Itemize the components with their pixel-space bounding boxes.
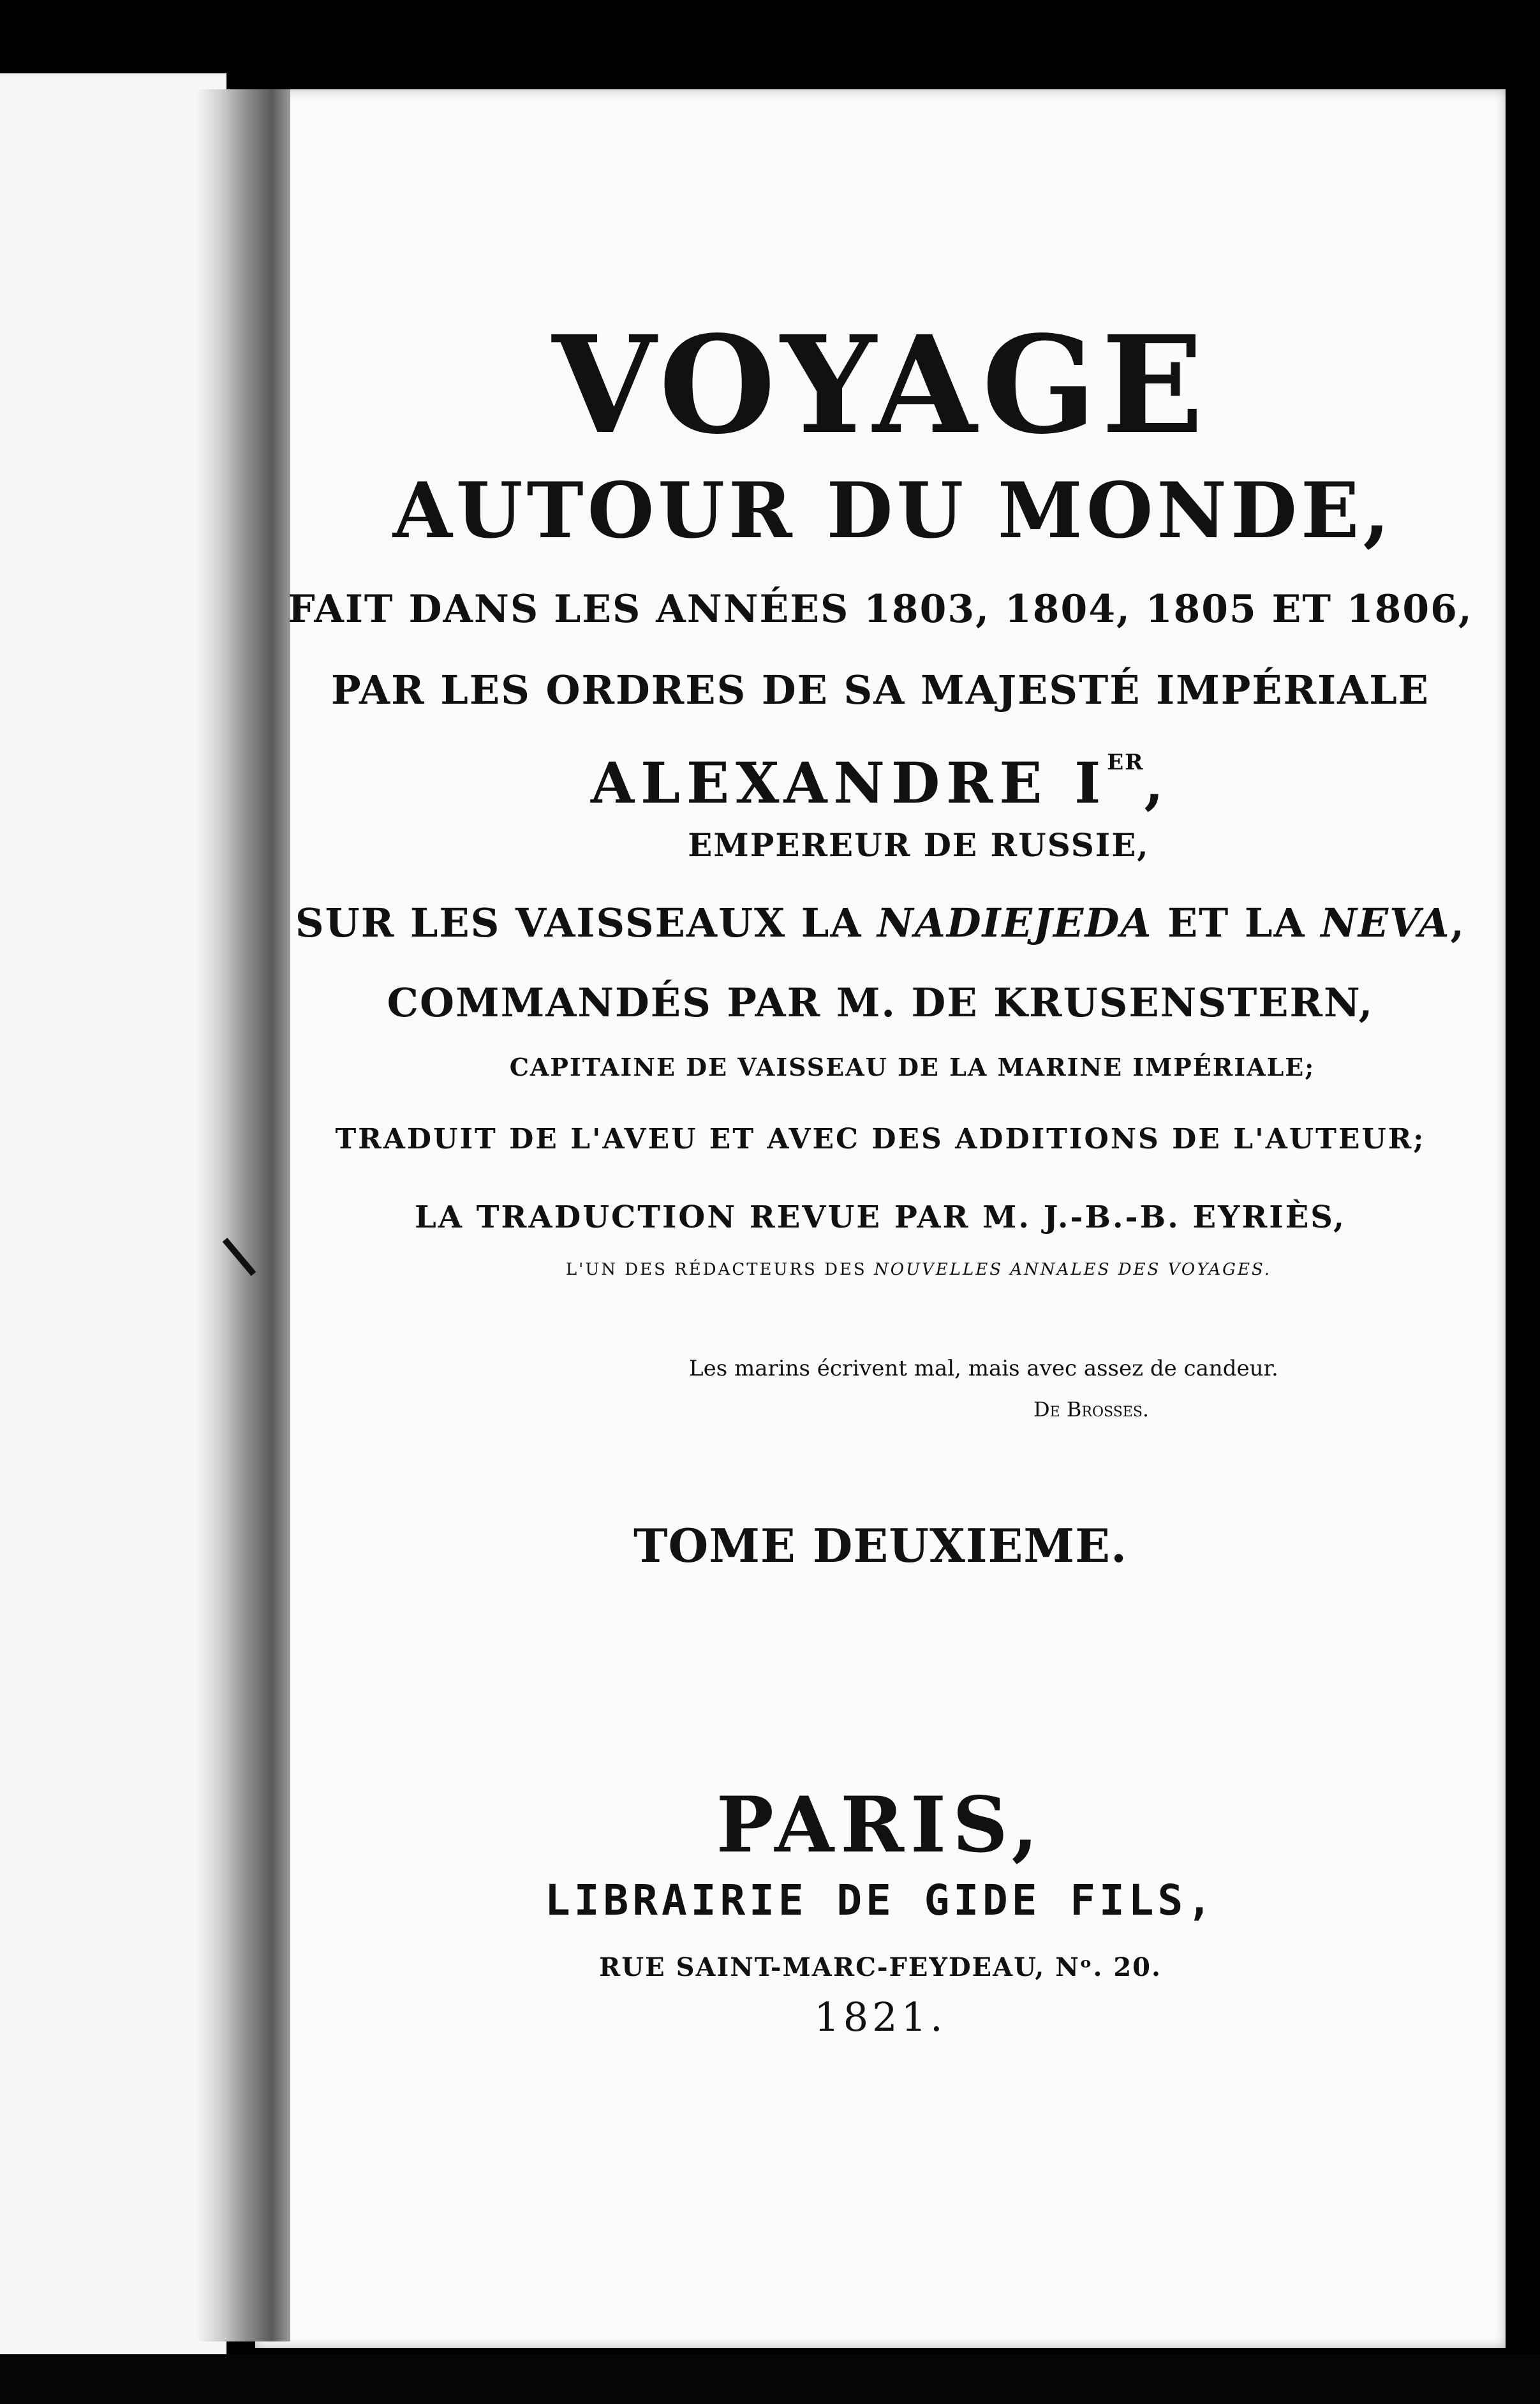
imprint-year: 1821. [814, 1994, 947, 2040]
emperor-name-text: ALEXANDRE I [590, 750, 1107, 816]
commanded-line: COMMANDÉS PAR M. DE KRUSENSTERN, [387, 979, 1374, 1026]
ships-prefix: SUR LES VAISSEAUX LA [295, 900, 863, 946]
emperor-name [255, 750, 1506, 816]
revision-line: LA TRADUCTION REVUE PAR M. J.-B.-B. EYRIÈS, [415, 1199, 1346, 1235]
emperor-ordinal: ER [1107, 750, 1144, 775]
ships-mid: ET LA [1167, 900, 1306, 946]
translation-line: TRADUIT DE L'AVEU ET AVEC DES ADDITIONS DE L'AUTEUR; [335, 1123, 1426, 1155]
emperor-comma: , [1144, 750, 1171, 816]
ship-nadiejeda: NADIEJEDA [877, 900, 1153, 946]
left-facing-page [0, 73, 226, 2399]
orders-line: PAR LES ORDRES DE SA MAJESTÉ IMPÉRIALE [330, 667, 1430, 713]
ships-line [255, 900, 1506, 946]
volume-label: TOME DEUXIEME. [633, 1518, 1128, 1573]
emperor-title: EMPEREUR DE RUSSIE, [688, 826, 1150, 864]
book-subtitle: AUTOUR DU MONDE, [392, 466, 1394, 556]
editors-prefix: L'UN DES RÉDACTEURS DES [565, 1260, 867, 1279]
scan-border-bottom [0, 2354, 1540, 2404]
voyage-years-line: FAIT DANS LES ANNÉES 1803, 1804, 1805 ET 1806, [288, 587, 1473, 632]
captain-line: CAPITAINE DE VAISSEAU DE LA MARINE IMPÉRIALE; [509, 1053, 1315, 1081]
imprint-publisher: LIBRAIRIE DE GIDE FILS, [545, 1876, 1216, 1925]
book-title: VOYAGE [552, 306, 1209, 464]
ships-suffix: , [1450, 900, 1466, 946]
ship-neva: NEVA [1321, 900, 1451, 946]
editors-line [255, 1260, 1540, 1279]
epigraph-author: De Brosses. [1033, 1397, 1150, 1421]
imprint-address: RUE SAINT-MARC-FEYDEAU, Nᵒ. 20. [599, 1952, 1162, 1982]
epigraph-quote: Les marins écrivent mal, mais avec assez de candeur. [689, 1356, 1278, 1381]
imprint-city: PARIS, [716, 1780, 1045, 1870]
editors-journal: NOUVELLES ANNALES DES VOYAGES. [874, 1260, 1272, 1279]
